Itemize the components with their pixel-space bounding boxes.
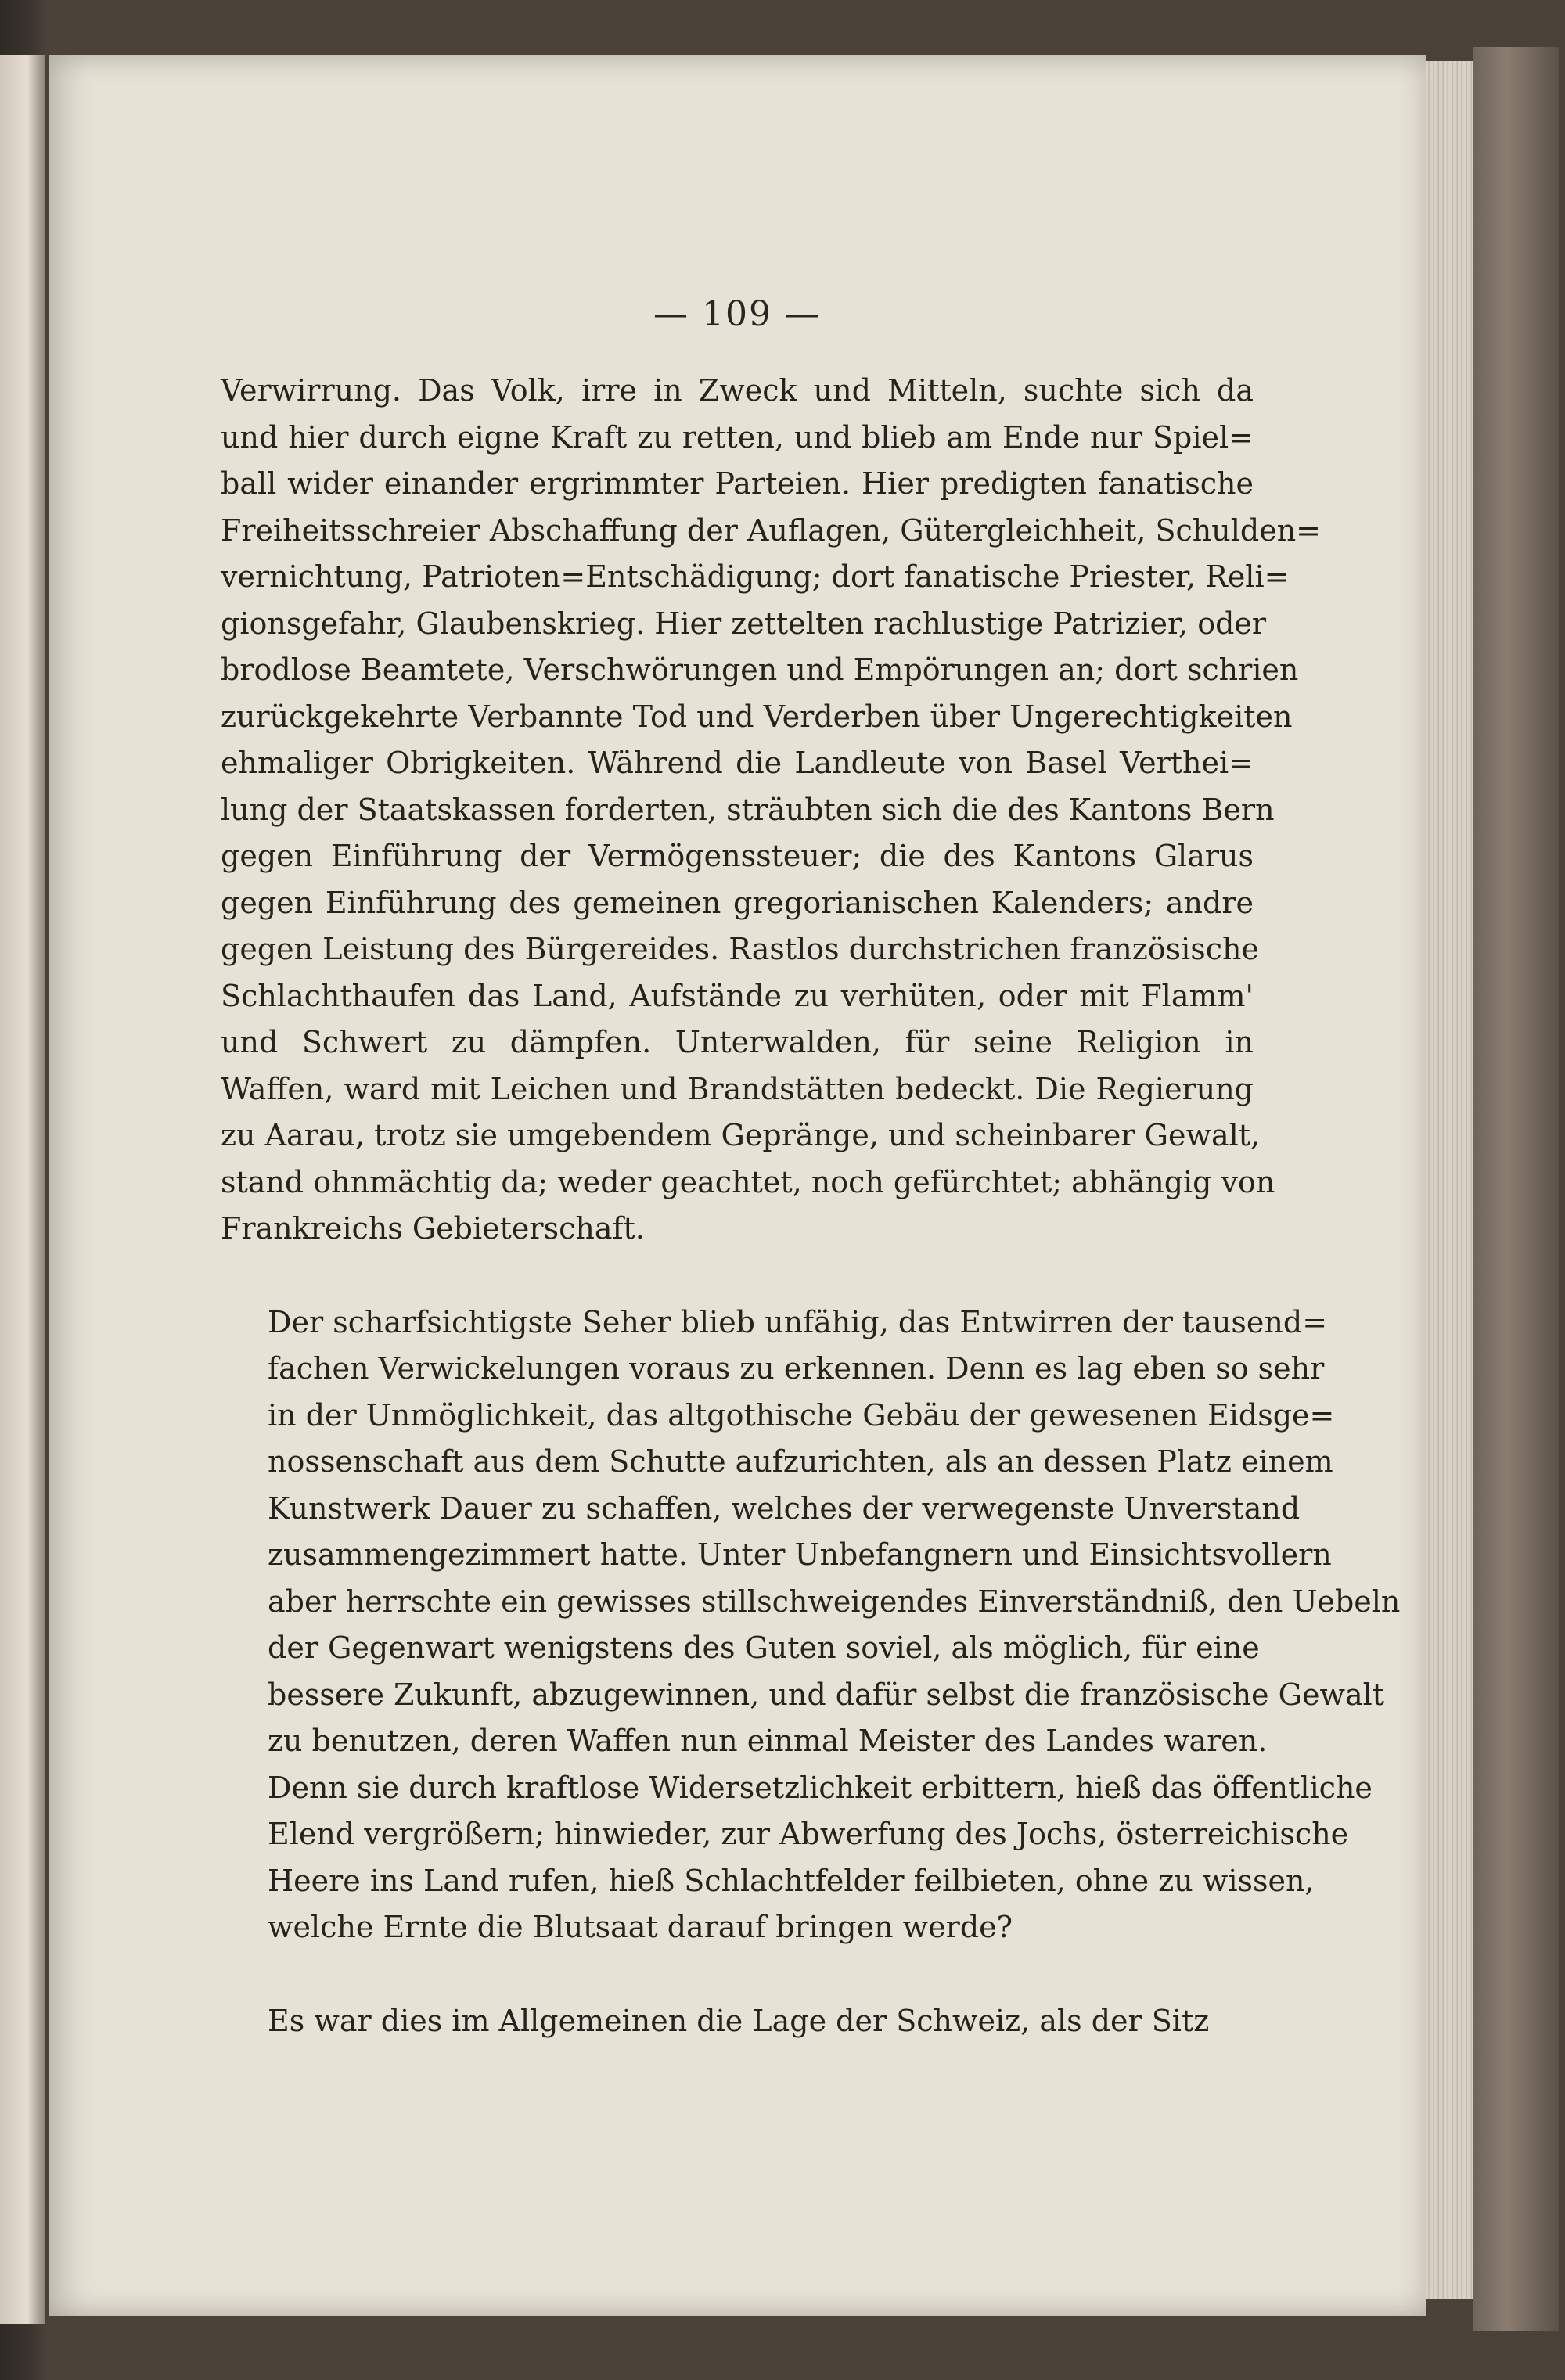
text-line: der Gegenwart wenigstens des Guten soviel, als möglich, für eine <box>268 1630 1260 1665</box>
text-line: nossenschaft aus dem Schutte aufzurichten, als an dessen Platz einem <box>268 1444 1333 1479</box>
paragraph-1 <box>221 368 1322 1253</box>
text-line: Verwirrung. Das Volk, irre in Zweck und Mitteln, suchte sich da <box>221 373 1254 408</box>
text-line: Waffen, ward mit Leichen und Brandstätten bedeckt. Die Regierung <box>221 1071 1254 1106</box>
text-line: ehmaliger Obrigkeiten. Während die Landleute von Basel Verthei= <box>221 746 1254 780</box>
text-line: vernichtung, Patrioten=Entschädigung; dort fanatische Priester, Reli= <box>221 559 1290 594</box>
page-number: — 109 — <box>653 294 821 334</box>
text-line: brodlose Beamtete, Verschwörungen und Empörungen an; dort schrien <box>221 653 1299 687</box>
paragraph-2 <box>221 1300 1401 1951</box>
text-body <box>221 368 1401 2044</box>
text-line: fachen Verwickelungen voraus zu erkennen. Denn es lag eben so sehr <box>268 1351 1325 1386</box>
text-line: bessere Zukunft, abzugewinnen, und dafür selbst die französische Gewalt <box>268 1677 1385 1712</box>
text-line: zu benutzen, deren Waffen nun einmal Meister des Landes waren. <box>268 1724 1268 1758</box>
text-line: Heere ins Land rufen, hieß Schlachtfelder feilbieten, ohne zu wissen, <box>268 1863 1315 1898</box>
text-line: zusammengezimmert hatte. Unter Unbefangnern und Einsichtsvollern <box>268 1537 1332 1572</box>
text-line: Elend vergrößern; hinwieder, zur Abwerfung des Jochs, österreichische <box>268 1817 1349 1851</box>
text-line: gegen Leistung des Bürgereides. Rastlos durchstrichen französische <box>221 932 1260 966</box>
book-page <box>49 55 1426 2316</box>
text-line: Frankreichs Gebieterschaft. <box>221 1211 645 1246</box>
text-line: zu Aarau, trotz sie umgebendem Gepränge, und scheinbarer Gewalt, <box>221 1118 1261 1152</box>
text-line: und hier durch eigne Kraft zu retten, und blieb am Ende nur Spiel= <box>221 419 1254 455</box>
text-line: stand ohnmächtig da; weder geachtet, noch gefürchtet; abhängig von <box>221 1164 1275 1199</box>
text-line: lung der Staatskassen forderten, sträubten sich die des Kantons Bern <box>221 792 1275 827</box>
text-line: gionsgefahr, Glaubenskrieg. Hier zettelten rachlustige Patrizier, oder <box>221 606 1267 641</box>
text-line: und Schwert zu dämpfen. Unterwalden, für seine Religion in <box>221 1025 1254 1059</box>
text-line: gegen Einführung des gemeinen gregorianischen Kalenders; andre <box>221 885 1254 920</box>
left-page-edge <box>0 55 45 2324</box>
text-line: Es war dies im Allgemeinen die Lage der Schweiz, als der Sitz <box>268 2003 1210 2038</box>
text-line: zurückgekehrte Verbannte Tod und Verderben über Ungerechtigkeiten <box>221 699 1293 734</box>
text-line: Kunstwerk Dauer zu schaffen, welches der verwegenste Unverstand <box>268 1490 1301 1526</box>
text-line: welche Ernte die Blutsaat darauf bringen werde? <box>268 1910 1013 1944</box>
text-line: Freiheitsschreier Abschaffung der Auflagen, Gütergleichheit, Schulden= <box>221 512 1322 548</box>
text-line: Denn sie durch kraftlose Widersetzlichkeit erbittern, hieß das öffentliche <box>268 1770 1373 1805</box>
paragraph-3 <box>221 1998 1254 2045</box>
text-line: Schlachthaufen das Land, Aufstände zu verhüten, oder mit Flamm' <box>221 978 1254 1013</box>
text-line: gegen Einführung der Vermögenssteuer; die des Kantons Glarus <box>221 839 1254 873</box>
book-cover-edge <box>1473 47 1559 2331</box>
text-line: in der Unmöglichkeit, das altgothische Gebäu der gewesenen Eidsge= <box>268 1397 1335 1433</box>
text-line: ball wider einander ergrimmter Parteien. Hier predigten fanatische <box>221 466 1254 501</box>
page-stack-edge <box>1426 61 1473 2299</box>
text-line: aber herrschte ein gewisses stillschweigendes Einverständniß, den Uebeln <box>268 1584 1401 1619</box>
text-line: Der scharfsichtigste Seher blieb unfähig, das Entwirren der tausend= <box>268 1304 1328 1339</box>
